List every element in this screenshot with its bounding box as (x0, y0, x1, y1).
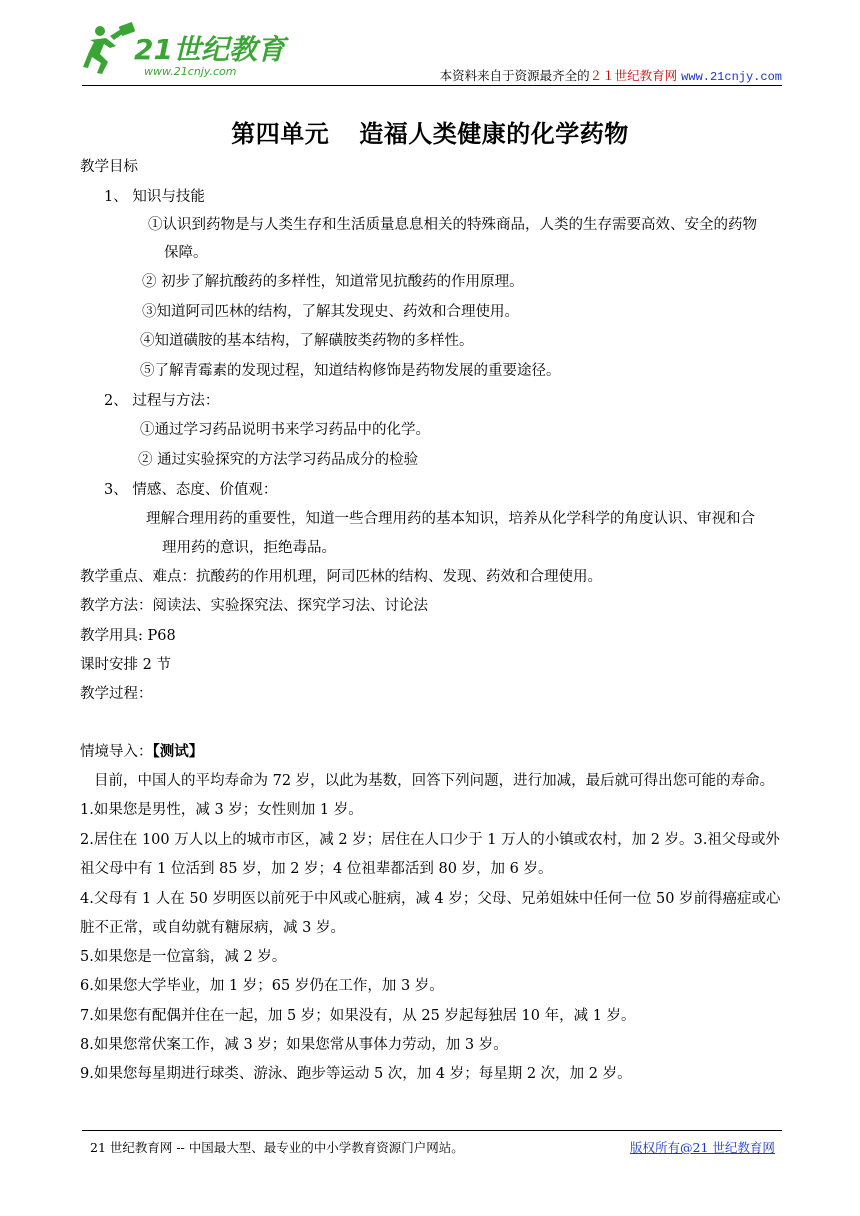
subheading-attitude: 3、 情感、态度、价值观： (104, 482, 278, 498)
goal-item-1-cont: 保障。 (164, 245, 208, 261)
footer-divider (82, 1130, 782, 1131)
footer-text: 21 世纪教育网 -- 中国最大型、最专业的中小学教育资源门户网站。 (90, 1140, 464, 1155)
footer-copyright-link[interactable]: 版权所有@21 世纪教育网 (630, 1140, 775, 1155)
header-note-url[interactable]: www.21cnjy.com (681, 70, 782, 84)
subheading-process: 2、 过程与方法： (104, 393, 220, 409)
subheading-knowledge: 1、 知识与技能 (104, 189, 205, 205)
test-item-2-cont: 祖父母中有 1 位活到 85 岁，加 2 岁；4 位祖辈都活到 80 岁，加 6 岁。 (80, 861, 553, 877)
page-header (82, 22, 782, 84)
section-heading-goals: 教学目标 (80, 159, 138, 175)
intro-line (80, 742, 203, 762)
title-unit: 第四单元 (231, 120, 330, 148)
header-note-site: ２１世纪教育网 (589, 68, 678, 83)
process-item-2: ② 通过实验探究的方法学习药品成分的检验 (138, 452, 419, 468)
teaching-methods: 教学方法：阅读法、实验探究法、探究学习法、讨论法 (80, 598, 428, 614)
logo-wordmark: 21世纪教育 (134, 33, 285, 66)
test-item-4: 4.父母有 1 人在 50 岁明医以前死于中风或心脏病，减 4 岁；父母、兄弟姐妹中任何一位 50 岁前得癌症或心 (80, 891, 781, 907)
class-hours: 课时安排 2 节 (80, 657, 171, 673)
header-divider (82, 85, 782, 86)
header-note (440, 66, 782, 84)
goal-item-5: ⑤了解青霉素的发现过程，知道结构修饰是药物发展的重要途径。 (140, 363, 561, 379)
test-item-6: 6.如果您大学毕业，加 1 岁；65 岁仍在工作，加 3 岁。 (80, 978, 444, 994)
test-item-7: 7.如果您有配偶并住在一起，加 5 岁；如果没有，从 25 岁起每独居 10 年，减 1 岁。 (80, 1008, 636, 1024)
test-intro: 目前，中国人的平均寿命为 72 岁，以此为基数，回答下列问题，进行加减，最后就可得出您可能的寿命。 (94, 773, 775, 789)
test-item-4-cont: 脏不正常，或自幼就有糖尿病，减 3 岁。 (80, 920, 345, 936)
test-item-8: 8.如果您常伏案工作，减 3 岁；如果您常从事体力劳动，加 3 岁。 (80, 1037, 508, 1053)
process-item-1: ①通过学习药品说明书来学习药品中的化学。 (140, 422, 430, 438)
test-item-9: 9.如果您每星期进行球类、游泳、跑步等运动 5 次，加 4 岁；每星期 2 次，加 2 岁。 (80, 1066, 632, 1082)
teaching-process: 教学过程： (80, 686, 153, 702)
site-logo (82, 22, 292, 80)
page-title (0, 114, 860, 149)
goal-item-1: ①认识到药物是与人类生存和生活质量息息相关的特殊商品，人类的生存需要高效、安全的药物 (148, 217, 757, 233)
key-points: 教学重点、难点：抗酸药的作用机理，阿司匹林的结构、发现、药效和合理使用。 (80, 569, 602, 585)
attitude-item: 理解合理用药的重要性，知道一些合理用药的基本知识，培养从化学科学的角度认识、审视和合 (146, 511, 755, 527)
logo-url: www.21cnjy.com (144, 65, 237, 78)
intro-test: 【测试】 (152, 743, 204, 760)
teaching-tools: 教学用具: P68 (80, 628, 176, 644)
test-item-2: 2.居住在 100 万人以上的城市市区，减 2 岁；居住在人口少于 1 万人的小镇或农村，加 2 岁。3.祖父母或外 (80, 832, 780, 848)
goal-item-2: ② 初步了解抗酸药的多样性，知道常见抗酸药的作用原理。 (142, 274, 524, 290)
runner-icon (83, 22, 135, 74)
attitude-item-cont: 理用药的意识，拒绝毒品。 (162, 540, 336, 556)
header-note-text: 本资料来自于资源最齐全的 (439, 68, 590, 83)
test-item-5: 5.如果您是一位富翁，减 2 岁。 (80, 949, 287, 965)
intro-label: 情境导入： (80, 744, 153, 760)
goal-item-3: ③知道阿司匹林的结构，了解其发现史、药效和合理使用。 (142, 304, 519, 320)
title-topic: 造福人类健康的化学药物 (359, 120, 629, 148)
test-item-1: 1.如果您是男性，减 3 岁；女性则加 1 岁。 (80, 802, 363, 818)
goal-item-4: ④知道磺胺的基本结构，了解磺胺类药物的多样性。 (140, 333, 474, 349)
